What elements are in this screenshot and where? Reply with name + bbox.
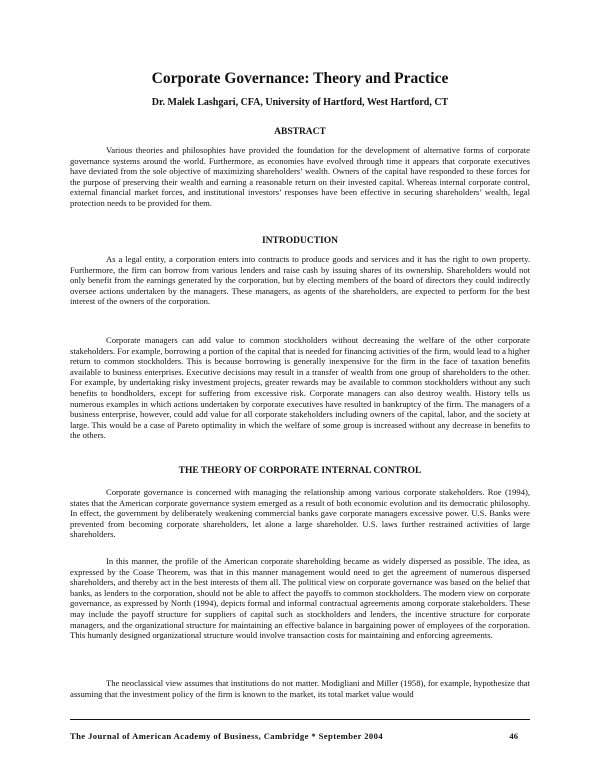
- introduction-heading: INTRODUCTION: [261, 236, 338, 246]
- introduction-paragraph-1: As a legal entity, a corporation enters into contracts to produce goods and services and it has the right to own property. Furthermore, the firm can borrow from various lenders and raise cash by issuing shares of its ownership. Shareholders would not only benefit from the earnings generated by the corporation, but by electing members of the board of directors they could indirectly oversee actions undertaken by the managers. These managers, as agents of the shareholders, are expected to perform for the best interest of the owners of the corporation.: [70, 254, 530, 307]
- footer-rule: [70, 719, 530, 720]
- paper-title: Corporate Governance: Theory and Practice: [151, 70, 449, 87]
- theory-paragraph-2: In this manner, the profile of the American corporate shareholding became as widely dispersed as possible. The idea, as expressed by the Coase Theorem, was that in this manner management would need to get the agreement of numerous dispersed shareholders, and thereby act in the best interests of them all. The political view on corporate governance was based on the belief that banks, as lenders to the corporation, should not be able to affect the payoffs to common stockholders. The modern view on corporate governance, as expressed by North (1994), depicts formal and informal contractual agreements among corporate stakeholders. These may include the payoff structure for suppliers of capital such as stockholders and lenders, the incentive structure for corporate managers, and the organizational structure for maintaining an effective balance in bargaining power of employees of the corporation. This humanly designed organizational structure would involve transaction costs for maintaining and enforcing agreements.: [70, 556, 530, 641]
- introduction-paragraph-2: Corporate managers can add value to common stockholders without decreasing the welfare of the other corporate stakeholders. For example, borrowing a portion of the capital that is needed for financing activities of the firm, would lead to a higher return to common stockholders. This is because borrowing is generally inexpensive for the firm in the face of taxation benefits available to business enterprises. Executive decisions may result in a transfer of wealth from one group of shareholders to the other. For example, by undertaking risky investment projects, greater rewards may be available to common stockholders without any such benefits to bondholders, except for suffering from excessive risk. Corporate managers can also destroy wealth. History tells us numerous examples in which actions undertaken by corporate executives have resulted in bankruptcy of the firm. The managers of a business enterprise, however, could add value for all corporate stakeholders including owners of the capital, labor, and the society at large. This would be a case of Pareto optimality in which the welfare of some group is increased without any decrease in benefits to the others.: [70, 335, 530, 441]
- footer-journal: The Journal of American Academy of Business, Cambridge * September 2004: [70, 731, 384, 741]
- theory-paragraph-1: Corporate governance is concerned with managing the relationship among various corporate stakeholders. Roe (1994), states that the American corporate governance system emerged as a result of both economic evolution and its democratic philosophy. In effect, the government by deliberately weakening commercial banks gave corporate managers excessive power. U.S. Banks were prevented from becoming corporate shareholders, let alone a large shareholder. U.S. laws further restrained activities of large shareholders.: [70, 487, 530, 540]
- theory-heading: THE THEORY OF CORPORATE INTERNAL CONTROL: [178, 466, 422, 476]
- abstract-paragraph: Various theories and philosophies have provided the foundation for the development of alternative forms of corporate governance systems around the world. Furthermore, as economies have evolved through time it appears that corporate executives have deviated from the sole objective of maximizing shareholders’ wealth. Owners of the capital have responded to these forces for the purpose of preserving their wealth and earning a reasonable return on their invested capital. Whereas internal corporate control, external financial market forces, and institutional investors’ responses have been effective in securing shareholders’ wealth, legal protection needs to be provided for them.: [70, 145, 530, 208]
- author-line: Dr. Malek Lashgari, CFA, University of Hartford, West Hartford, CT: [151, 97, 449, 108]
- abstract-heading: ABSTRACT: [274, 127, 326, 137]
- theory-paragraph-3: The neoclassical view assumes that institutions do not matter. Modigliani and Miller (1958), for example, hypothesize that assuming that the investment policy of the firm is known to the market, its total market value would: [70, 678, 530, 699]
- page-number: 46: [509, 731, 518, 741]
